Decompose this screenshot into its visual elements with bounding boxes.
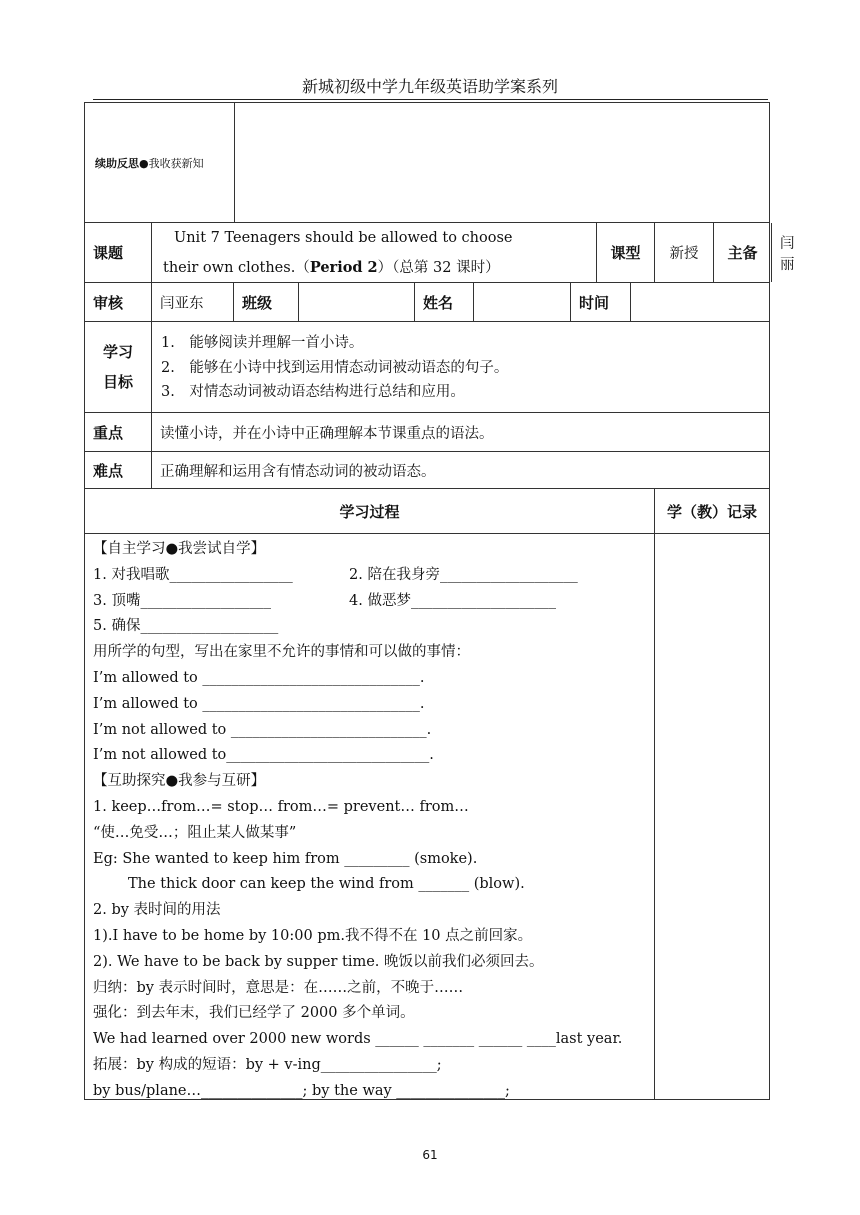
vocab-line-2 bbox=[93, 589, 648, 615]
class-label: 班级 bbox=[242, 293, 273, 312]
by-summary: 归纳：by 表示时间时，意思是：在……之前，不晚于…… bbox=[93, 979, 464, 996]
topic-label: 课题 bbox=[93, 244, 124, 262]
goals-row bbox=[84, 321, 770, 413]
vocab-line-1 bbox=[93, 563, 648, 589]
time-label: 时间 bbox=[579, 293, 610, 312]
vocab-item-1: 1. 对我唱歌_________________ bbox=[93, 566, 293, 583]
topic-period: Period 2 bbox=[309, 259, 378, 276]
allowed-line-1[interactable]: I’m allowed to ______________________________. bbox=[93, 669, 425, 686]
extend-line-1[interactable]: 拓展：by 构成的短语：by + v-ing________________; bbox=[93, 1056, 442, 1073]
cooperative-title: 【互助探究●我参与互研】 bbox=[93, 773, 266, 790]
goals-content-cell bbox=[152, 322, 769, 412]
time-label-cell bbox=[571, 283, 631, 321]
by-example-1: 1).I have to be home by 10:00 pm.我不得不在 10 点之前回家。 bbox=[93, 927, 533, 944]
record-header: 学（教）记录 bbox=[666, 502, 757, 521]
name-label-cell bbox=[415, 283, 474, 321]
goals-label-line1: 学习 bbox=[102, 343, 133, 361]
self-study-title: 【自主学习●我尝试自学】 bbox=[93, 541, 266, 557]
topic-title-line1: Unit 7 Teenagers should be allowed to choose bbox=[174, 230, 513, 246]
topic-title-cell bbox=[152, 223, 597, 282]
lead-label-cell bbox=[714, 223, 772, 282]
review-label-cell bbox=[85, 283, 152, 321]
class-label-cell bbox=[234, 283, 299, 321]
record-header-cell bbox=[655, 489, 769, 533]
goal-item: 2. 能够在小诗中找到运用情态动词被动语态的句子。 bbox=[161, 359, 509, 376]
type-value-cell bbox=[655, 223, 714, 282]
allowed-line-2[interactable]: I’m allowed to ______________________________. bbox=[93, 695, 425, 712]
name-label: 姓名 bbox=[423, 293, 454, 312]
extend-line-2[interactable]: by bus/plane…______________; by the way _______________; bbox=[93, 1082, 510, 1099]
reflection-label-rest: ●我收获新知 bbox=[139, 156, 204, 170]
record-content-cell[interactable] bbox=[655, 534, 769, 1099]
page-number: 61 bbox=[422, 1148, 438, 1162]
keep-from-meaning: “使…免受…；阻止某人做某事” bbox=[93, 824, 297, 841]
by-title: 2. by 表时间的用法 bbox=[93, 902, 221, 919]
name-field[interactable] bbox=[474, 283, 571, 321]
goals-label-line2: 目标 bbox=[102, 373, 133, 391]
goal-item: 1. 能够阅读并理解一首小诗。 bbox=[161, 335, 364, 351]
key-label-cell bbox=[85, 413, 152, 451]
keep-from-rule: 1. keep…from…= stop… from…= prevent… from… bbox=[93, 798, 469, 815]
difficult-label: 难点 bbox=[93, 461, 124, 480]
type-value: 新授 bbox=[669, 246, 699, 262]
page-header-title: 新城初级中学九年级英语助学案系列 bbox=[301, 77, 558, 96]
lead-label: 主备 bbox=[727, 244, 758, 262]
process-header-row bbox=[84, 488, 770, 534]
goals-label-cell bbox=[85, 322, 152, 412]
example-1[interactable]: Eg: She wanted to keep him from _________ (smoke). bbox=[93, 850, 478, 867]
type-label: 课型 bbox=[610, 244, 641, 262]
header-rule bbox=[93, 99, 768, 100]
lead-value: 闫丽 bbox=[780, 235, 795, 273]
vocab-item-3: 3. 顶嘴__________________ bbox=[93, 592, 271, 609]
difficult-text-cell bbox=[152, 452, 769, 488]
goal-item: 3. 对情态动词被动语态结构进行总结和应用。 bbox=[161, 384, 465, 400]
topic-title-line2 bbox=[163, 256, 500, 277]
type-label-cell bbox=[597, 223, 655, 282]
write-prompt: 用所学的句型，写出在家里不允许的事情和可以做的事情： bbox=[93, 644, 470, 661]
vocab-item-2: 2. 陪在我身旁___________________ bbox=[349, 566, 578, 583]
reflection-label bbox=[85, 155, 204, 171]
process-lines bbox=[93, 537, 648, 1105]
class-field[interactable] bbox=[299, 283, 415, 321]
key-label: 重点 bbox=[93, 423, 124, 442]
review-label: 审核 bbox=[93, 293, 124, 312]
reflection-content-cell[interactable] bbox=[235, 103, 769, 222]
vocab-item-4: 4. 做恶梦____________________ bbox=[349, 592, 556, 609]
review-value-cell bbox=[152, 283, 234, 321]
reflection-label-cell bbox=[85, 103, 235, 222]
process-content-cell bbox=[85, 534, 655, 1099]
topic-title-line2-a: their own clothes.（ bbox=[163, 260, 310, 276]
vocab-item-5: 5. 确保___________________ bbox=[93, 618, 279, 635]
by-example-2: 2). We have to be back by supper time. 晚饭以前我们必须回去。 bbox=[93, 953, 544, 970]
reinforce-prompt: 强化：到去年末，我们已经学了 2000 多个单词。 bbox=[93, 1005, 415, 1022]
reflection-row bbox=[84, 102, 770, 223]
key-text-cell bbox=[152, 413, 769, 451]
goals-list bbox=[161, 331, 508, 405]
key-text: 读懂小诗，并在小诗中正确理解本节课重点的语法。 bbox=[160, 425, 494, 442]
example-2[interactable]: The thick door can keep the wind from _______ (blow). bbox=[128, 876, 525, 893]
time-field[interactable] bbox=[631, 283, 769, 321]
not-allowed-line-2[interactable]: I’m not allowed to____________________________. bbox=[93, 747, 434, 764]
reflection-label-bold: 续助反思 bbox=[95, 156, 139, 170]
topic-row bbox=[84, 222, 795, 283]
not-allowed-line-1[interactable]: I’m not allowed to ___________________________. bbox=[93, 721, 432, 738]
topic-title-line2-c: ）（总第 32 课时） bbox=[377, 260, 500, 276]
difficult-text: 正确理解和运用含有情态动词的被动语态。 bbox=[160, 463, 436, 480]
process-header-cell bbox=[85, 489, 655, 533]
key-points-row bbox=[84, 412, 770, 452]
review-row bbox=[84, 282, 770, 322]
reinforce-sentence[interactable]: We had learned over 2000 new words ______ _______ ______ ____last year. bbox=[93, 1031, 623, 1048]
process-body-row bbox=[84, 533, 770, 1100]
process-header: 学习过程 bbox=[339, 502, 400, 521]
review-value: 闫亚东 bbox=[160, 295, 204, 312]
difficult-label-cell bbox=[85, 452, 152, 488]
topic-label-cell bbox=[85, 223, 152, 282]
difficult-points-row bbox=[84, 451, 770, 489]
